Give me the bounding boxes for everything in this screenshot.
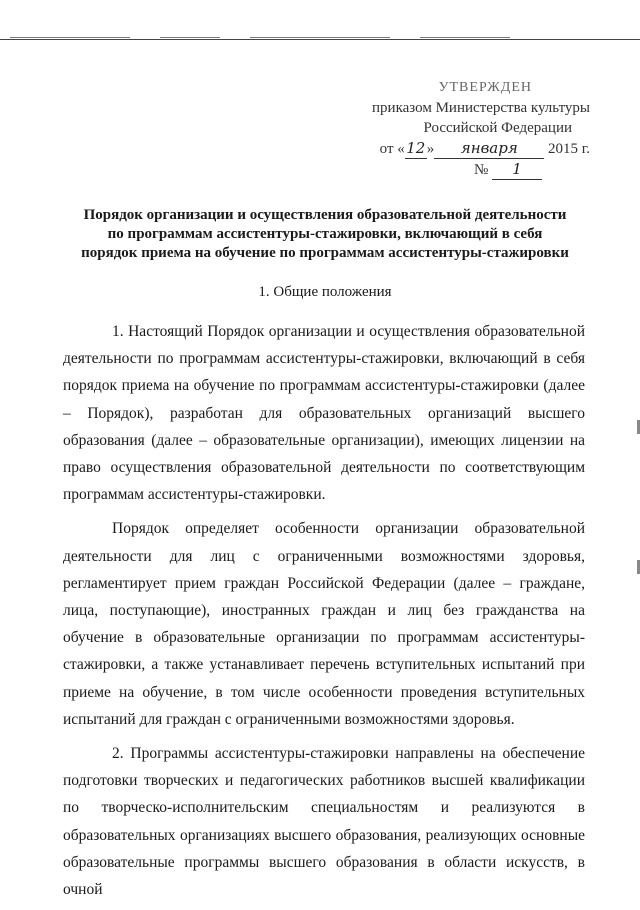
date-year: 2015 г. xyxy=(548,141,590,157)
number-prefix: № xyxy=(473,162,489,178)
title-line: порядок приема на обучение по программам ассистентуры-стажировки xyxy=(81,245,569,261)
approval-number-line xyxy=(300,159,590,180)
document-body xyxy=(63,318,585,910)
title-line: по программам ассистентуры-стажировки, включающий в себя xyxy=(107,226,543,242)
approval-order-line: приказом Министерства культуры xyxy=(372,100,590,116)
document-title xyxy=(60,206,590,263)
scan-artifact xyxy=(160,37,220,38)
scan-top-border xyxy=(0,39,640,40)
date-day: 12 xyxy=(406,139,426,157)
order-number: 1 xyxy=(492,159,542,180)
section-heading: 1. Общие положения xyxy=(258,284,392,300)
approval-stamp: УТВЕРЖДЕН xyxy=(438,80,532,95)
title-line: Порядок организации и осуществления образовательной деятельности xyxy=(83,207,567,223)
date-mid: » xyxy=(426,141,435,157)
date-month: января xyxy=(434,138,544,159)
scan-artifact xyxy=(250,37,390,38)
approval-date-line xyxy=(300,138,590,159)
date-prefix: от « xyxy=(379,141,405,157)
scan-artifact xyxy=(420,37,510,38)
approval-block xyxy=(300,78,590,180)
scan-artifact xyxy=(10,37,130,38)
paragraph: Порядок определяет особенности организации образовательной деятельности для лиц с ограниченными возможностями здоровья, регламентирует прием граждан Российской Федерации (далее – граждане, лица, поступающие), иностранных граждан и лиц без гражданства на обучение в образовательные организации по программам ассистентуры-стажировки, а также устанавливает перечень вступительных испытаний при приеме на обучение, в том числе особенности проведения вступительных испытаний для граждан с ограниченными возможностями здоровья. xyxy=(63,520,585,728)
paragraph: 2. Программы ассистентуры-стажировки направлены на обеспечение подготовки творческих и педагогических работников высшей квалификации по творческо-исполнительским специальностям и реализуются в образовательных организациях высшего образования, реализующих основные образовательные программы высшего образования в области искусств, в очной xyxy=(63,745,585,899)
approval-ministry-line: Российской Федерации xyxy=(423,120,572,136)
paragraph: 1. Настоящий Порядок организации и осуществления образовательной деятельности по программам ассистентуры-стажировки, включающий в себя порядок приема на обучение по программам ассистентуры-стажировки (далее – Порядок), разработан для образовательных организаций высшего образования (далее – образовательные организации), имеющих лицензии на право осуществления образовательной деятельности по соответствующим программам ассистентуры-стажировки. xyxy=(63,323,585,504)
